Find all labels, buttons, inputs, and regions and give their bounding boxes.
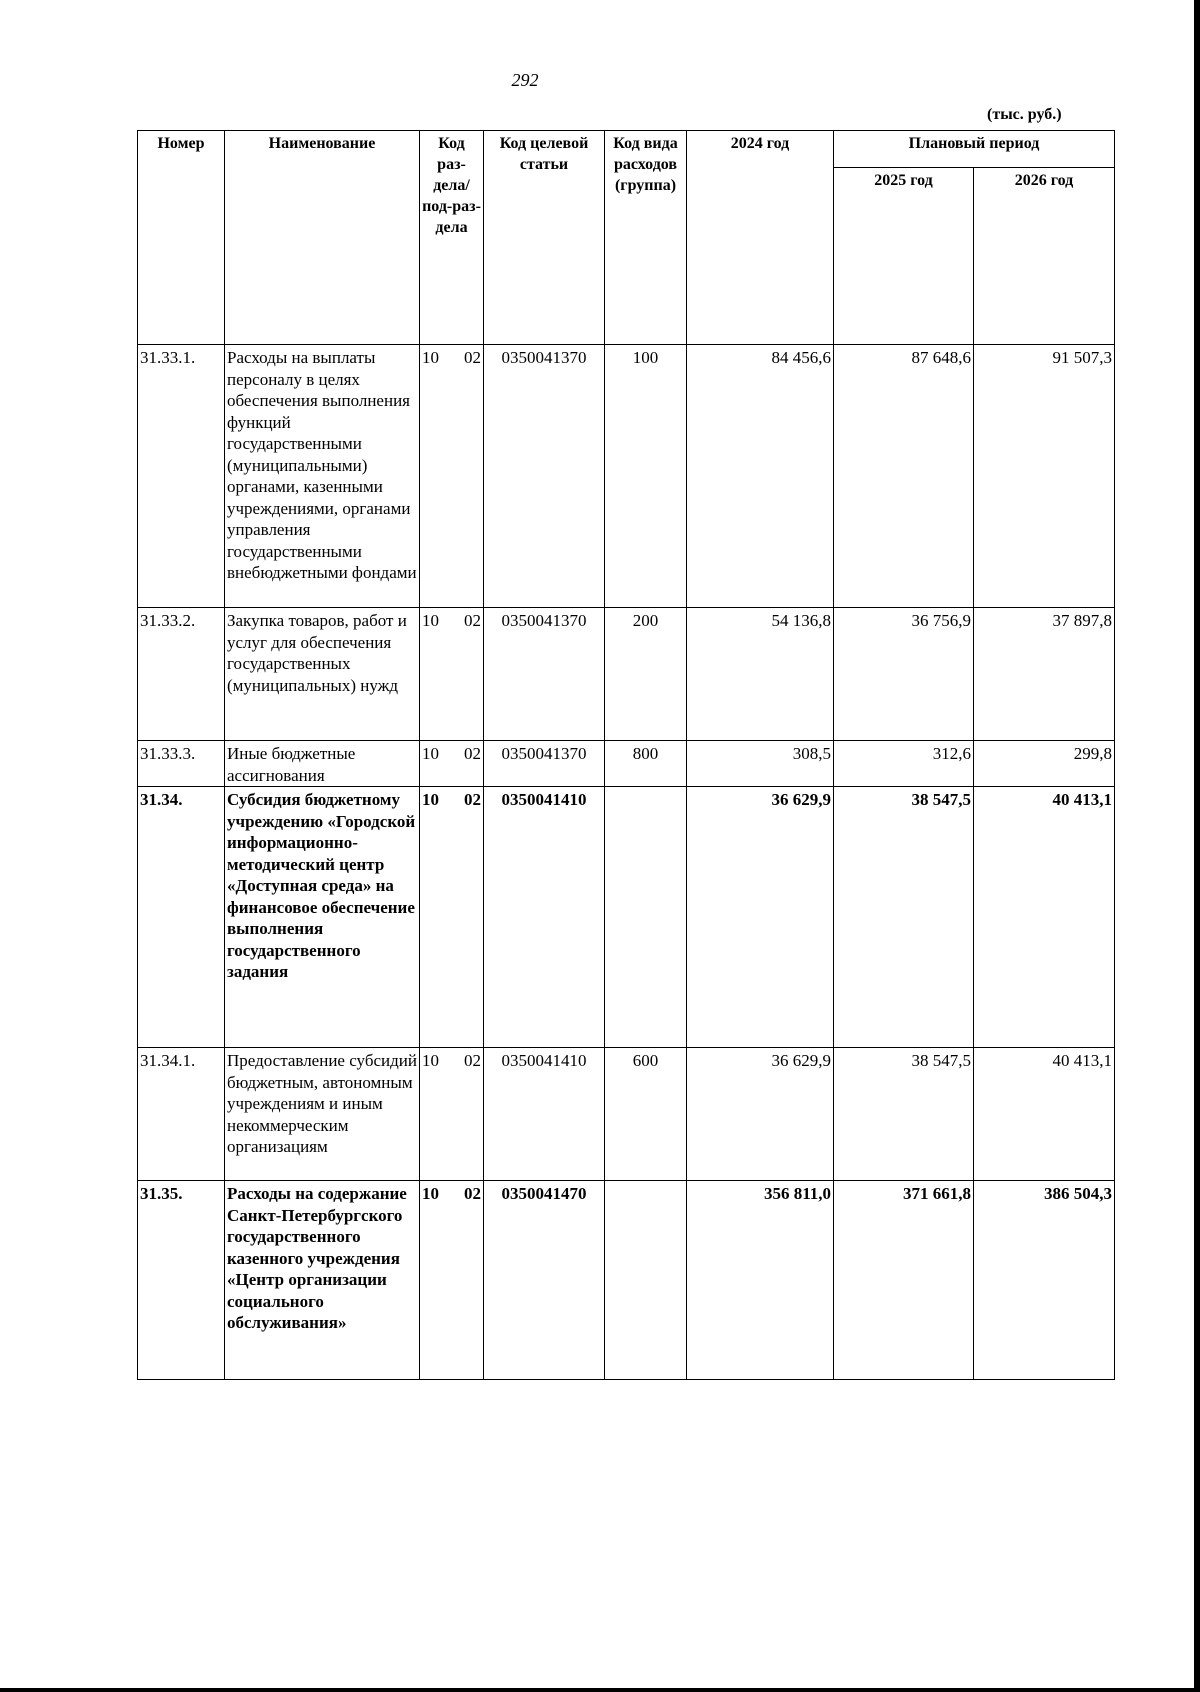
row-amount-2025: 38 547,5 [834, 1048, 974, 1181]
row-target-code: 0350041370 [484, 345, 605, 608]
row-number: 31.34. [138, 787, 225, 1048]
row-expense-type-code: 800 [605, 741, 687, 787]
row-amount-2025: 36 756,9 [834, 608, 974, 741]
row-section-code [420, 1048, 484, 1181]
row-amount-2026: 299,8 [974, 741, 1115, 787]
row-number: 31.34.1. [138, 1048, 225, 1181]
row-amount-2026: 91 507,3 [974, 345, 1115, 608]
header-year-2024: 2024 год [687, 131, 834, 345]
row-name: Закупка товаров, работ и услуг для обеспечения государственных (муниципальных) нужд [225, 608, 420, 741]
table-body [138, 345, 1115, 1380]
row-section-code [420, 787, 484, 1048]
section-code: 10 [422, 790, 439, 809]
section-code: 10 [422, 611, 439, 630]
row-target-code: 0350041470 [484, 1181, 605, 1380]
table-row [138, 787, 1115, 1048]
section-code: 10 [422, 1184, 439, 1203]
table-row [138, 1048, 1115, 1181]
header-section-code: Код раз-дела/ под-раз-дела [420, 131, 484, 345]
table-row [138, 608, 1115, 741]
scan-edge-right [1194, 0, 1200, 1692]
row-target-code: 0350041370 [484, 608, 605, 741]
table-row [138, 1181, 1115, 1380]
header-row [138, 131, 1115, 168]
row-name: Субсидия бюджетному учреждению «Городской информационно-методический центр «Доступная среда» на финансовое обеспечение выполнения государственного задания [225, 787, 420, 1048]
row-section-code [420, 1181, 484, 1380]
header-number: Номер [138, 131, 225, 345]
header-year-2025: 2025 год [834, 168, 974, 345]
header-year-2026: 2026 год [974, 168, 1115, 345]
row-section-code [420, 741, 484, 787]
budget-table [137, 130, 1115, 1380]
row-target-code: 0350041410 [484, 787, 605, 1048]
row-number: 31.33.3. [138, 741, 225, 787]
row-amount-2024: 356 811,0 [687, 1181, 834, 1380]
row-amount-2025: 371 661,8 [834, 1181, 974, 1380]
section-code: 10 [422, 348, 439, 367]
subsection-code: 02 [464, 611, 481, 630]
row-amount-2024: 84 456,6 [687, 345, 834, 608]
header-name: Наименование [225, 131, 420, 345]
row-section-code [420, 345, 484, 608]
row-name: Расходы на содержание Санкт-Петербургского государственного казенного учреждения «Центр организации социального обслуживания» [225, 1181, 420, 1380]
row-amount-2026: 37 897,8 [974, 608, 1115, 741]
page-number: 292 [511, 70, 539, 90]
subsection-code: 02 [464, 790, 481, 809]
row-number: 31.33.2. [138, 608, 225, 741]
row-name: Расходы на выплаты персоналу в целях обеспечения выполнения функций государственными (муниципальными) органами, казенными учреждениями, органами управления государственными внебюджетными фондами [225, 345, 420, 608]
subsection-code: 02 [464, 1051, 481, 1070]
row-amount-2025: 38 547,5 [834, 787, 974, 1048]
row-amount-2026: 40 413,1 [974, 1048, 1115, 1181]
table-row [138, 345, 1115, 608]
row-number: 31.33.1. [138, 345, 225, 608]
row-target-code: 0350041370 [484, 741, 605, 787]
row-amount-2024: 36 629,9 [687, 787, 834, 1048]
row-amount-2024: 36 629,9 [687, 1048, 834, 1181]
unit-label: (тыс. руб.) [987, 106, 1062, 123]
row-expense-type-code: 600 [605, 1048, 687, 1181]
scan-edge-bottom [0, 1688, 1200, 1692]
row-amount-2025: 87 648,6 [834, 345, 974, 608]
row-amount-2025: 312,6 [834, 741, 974, 787]
header-plan-period: Плановый период [834, 131, 1115, 168]
subsection-code: 02 [464, 348, 481, 367]
section-code: 10 [422, 1051, 439, 1070]
row-expense-type-code [605, 787, 687, 1048]
row-amount-2026: 40 413,1 [974, 787, 1115, 1048]
row-name: Иные бюджетные ассигнования [225, 741, 420, 787]
row-expense-type-code [605, 1181, 687, 1380]
row-target-code: 0350041410 [484, 1048, 605, 1181]
row-expense-type-code: 100 [605, 345, 687, 608]
row-amount-2024: 308,5 [687, 741, 834, 787]
row-section-code [420, 608, 484, 741]
subsection-code: 02 [464, 1184, 481, 1203]
row-amount-2026: 386 504,3 [974, 1181, 1115, 1380]
row-number: 31.35. [138, 1181, 225, 1380]
subsection-code: 02 [464, 744, 481, 763]
section-code: 10 [422, 744, 439, 763]
header-target-code: Код целевой статьи [484, 131, 605, 345]
row-expense-type-code: 200 [605, 608, 687, 741]
table-row [138, 741, 1115, 787]
header-expense-type-code: Код вида расходов (группа) [605, 131, 687, 345]
row-name: Предоставление субсидий бюджетным, автономным учреждениям и иным некоммерческим организациям [225, 1048, 420, 1181]
row-amount-2024: 54 136,8 [687, 608, 834, 741]
